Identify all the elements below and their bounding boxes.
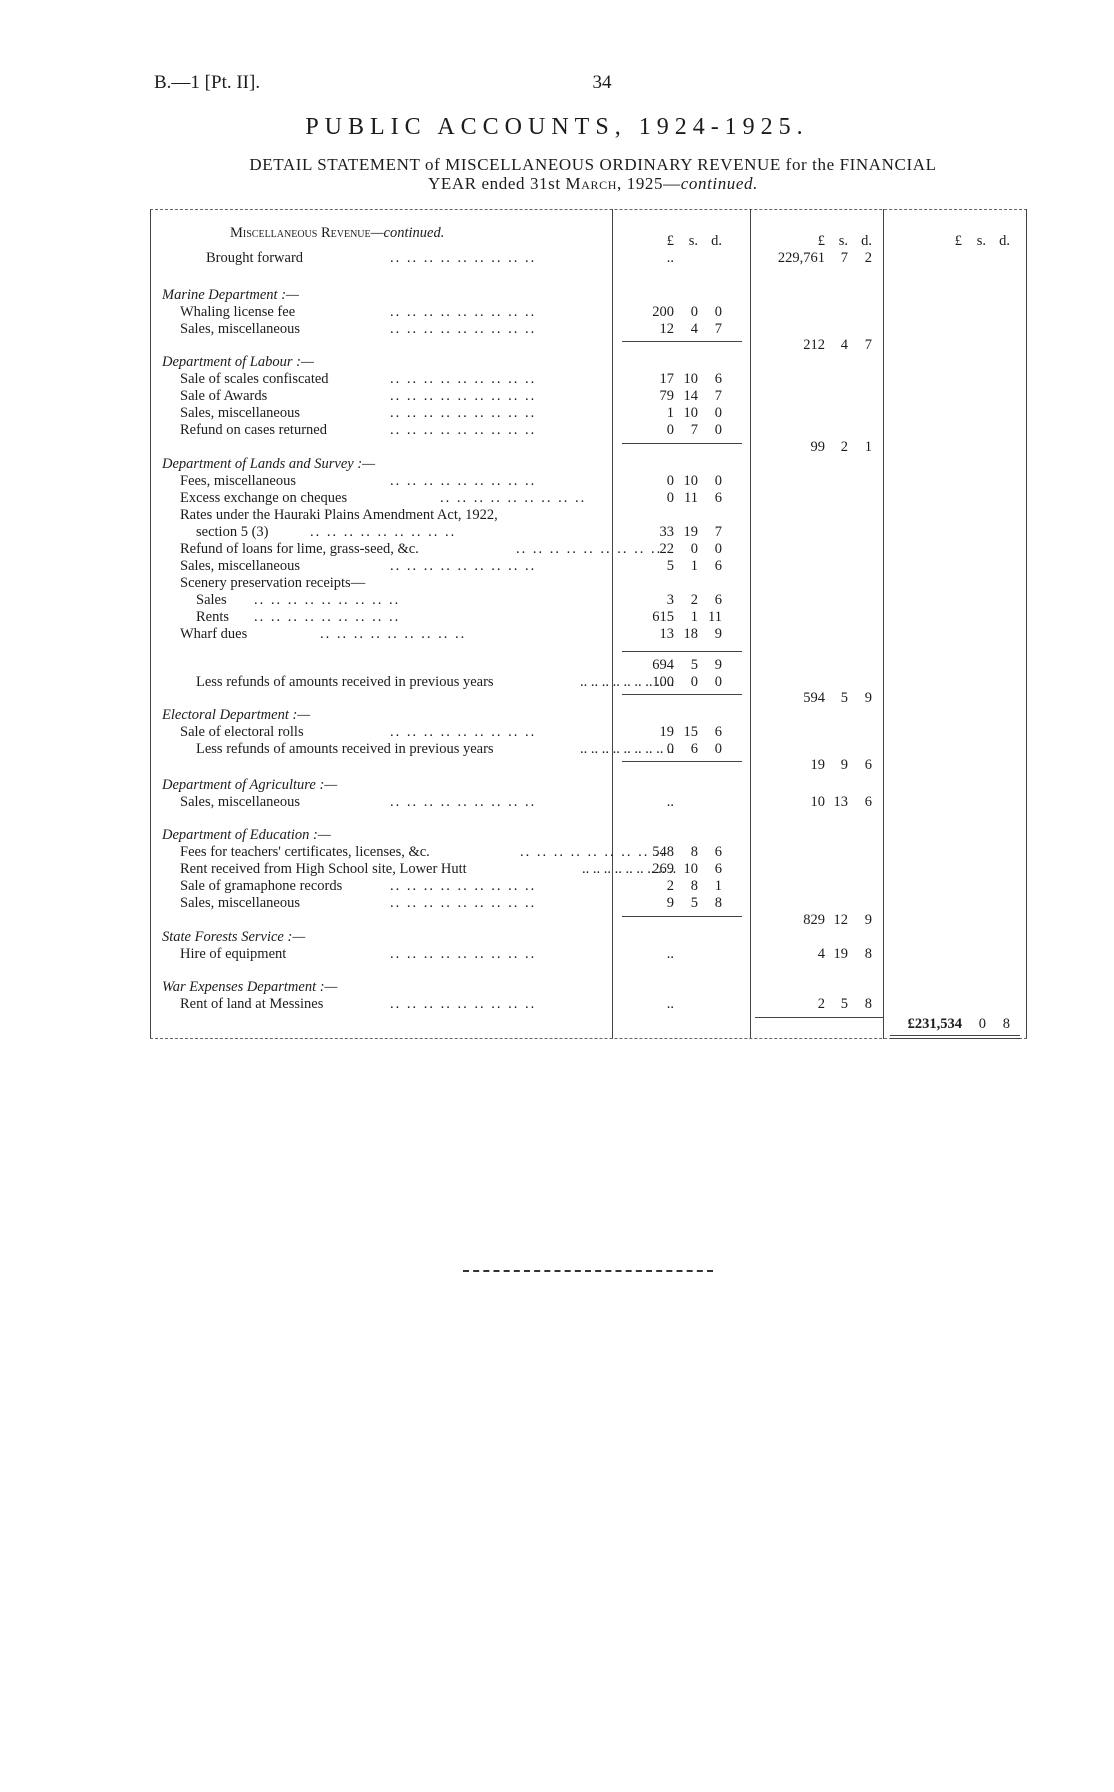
table-row (150, 473, 1027, 490)
heading-sc: Miscellaneous Revenue (230, 225, 371, 241)
row-amount: 9 (864, 912, 872, 928)
section-heading-forests (150, 929, 1027, 946)
leader-dots (390, 388, 536, 405)
section-heading-labour (150, 354, 1027, 371)
section-heading-marine (150, 287, 1027, 304)
subtitle-line-1: DETAIL STATEMENT of MISCELLANEOUS ORDINARY REVENUE for the FINANCIAL (249, 155, 937, 174)
row-amount: 7 (690, 422, 698, 438)
row-amount: 17 (659, 371, 674, 387)
row-amount: 15 (683, 724, 698, 740)
row-amount: 3 (666, 592, 674, 608)
row-amount: 9 (714, 657, 722, 673)
row-amount: 19 (833, 946, 848, 962)
subtitle-continued: continued. (680, 174, 759, 193)
row-label: Department of Labour :— (162, 354, 314, 370)
leader-dots (390, 405, 536, 422)
table-row (150, 878, 1027, 895)
leader-dots (390, 422, 536, 439)
row-amount: .. (666, 946, 674, 962)
col1-pound-head: £ (666, 233, 674, 249)
col2-shilling-head: s. (838, 233, 848, 249)
row-amount: 4 (817, 946, 825, 962)
row-amount: 1 (714, 878, 722, 894)
row-amount: 6 (690, 741, 698, 757)
grand-total-double-rule-2 (890, 1038, 1020, 1039)
row-label: Marine Department :— (162, 287, 299, 303)
section-subtotal-lands (150, 657, 1027, 674)
row-label: Less refunds of amounts received in previous years (196, 741, 494, 757)
row-amount: 0 (690, 674, 698, 690)
leader-dots (390, 473, 536, 490)
row-amount: 0 (666, 473, 674, 489)
section-total-lands (150, 690, 1027, 707)
section-total-labour (150, 439, 1027, 456)
col1-pence-head: d. (711, 233, 722, 249)
row-label: State Forests Service :— (162, 929, 306, 945)
row-amount: 11 (684, 490, 698, 506)
row-amount: 0 (714, 541, 722, 557)
row-amount: 79 (659, 388, 674, 404)
row-label: Sale of gramaphone records (180, 878, 343, 894)
row-amount: 8 (864, 946, 872, 962)
row-amount: 4 (690, 321, 698, 337)
row-amount: 548 (652, 844, 674, 860)
row-amount: 5 (666, 558, 674, 574)
table-row (150, 609, 1027, 626)
revenue-table (150, 209, 1027, 1039)
row-label: Fees, miscellaneous (180, 473, 296, 489)
row-amount: 6 (714, 861, 722, 877)
statement-subtitle (150, 155, 1036, 193)
col2-pence-head: d. (861, 233, 872, 249)
table-row (150, 895, 1027, 912)
section-total-education (150, 912, 1027, 929)
row-amount: 22 (659, 541, 674, 557)
table-row (150, 724, 1027, 741)
row-amount: 6 (714, 558, 722, 574)
row-amount: 0 (690, 304, 698, 320)
row-amount: 9 (714, 626, 722, 642)
subtitle-pre: YEAR ended 31st (427, 174, 566, 193)
leader-dots (390, 794, 536, 811)
row-amount: 0 (714, 473, 722, 489)
table-row (150, 575, 1027, 592)
row-label: Wharf dues (180, 626, 248, 642)
row-amount: .. (666, 794, 674, 810)
row-label: Sales, miscellaneous (180, 321, 301, 337)
leader-dots (390, 371, 536, 388)
row-amount: 19 (810, 757, 825, 773)
row-amount: 6 (714, 724, 722, 740)
table-row (150, 321, 1027, 338)
row-label: Department of Education :— (162, 827, 331, 843)
row-c2-pounds: 229,761 (777, 250, 825, 266)
row-amount: 5 (840, 996, 848, 1012)
row-amount: 10 (810, 794, 825, 810)
leader-dots (390, 895, 536, 912)
row-amount: 0 (714, 405, 722, 421)
row-label: War Expenses Department :— (162, 979, 338, 995)
leader-dots (254, 592, 400, 609)
leader-dots (390, 321, 536, 338)
column-heads (150, 233, 1027, 250)
row-amount: 13 (659, 626, 674, 642)
table-row (150, 946, 1027, 963)
row-amount: 5 (690, 657, 698, 673)
row-amount: 0 (690, 541, 698, 557)
row-label: section 5 (3) (196, 524, 269, 540)
page-title: PUBLIC ACCOUNTS, 1924-1925. (305, 114, 809, 140)
leader-dots (310, 524, 456, 541)
section-total-electoral (150, 757, 1027, 774)
row-c1-empty: .. (666, 250, 674, 266)
row-amount: 615 (652, 609, 674, 625)
row-amount: 6 (714, 371, 722, 387)
row-label: Sale of Awards (180, 388, 268, 404)
row-amount: 7 (714, 321, 722, 337)
subtotal-rule (622, 651, 742, 652)
leader-dots (390, 304, 536, 321)
leader-dots (390, 250, 536, 267)
row-c2-shillings: 7 (840, 250, 848, 266)
leader-dots (440, 490, 586, 507)
row-amount: 19 (659, 724, 674, 740)
row-label: Sale of scales confiscated (180, 371, 329, 387)
row-amount: 829 (803, 912, 825, 928)
table-row (150, 741, 1027, 758)
row-amount: 6 (714, 490, 722, 506)
row-label: Hire of equipment (180, 946, 287, 962)
row-amount: 2 (817, 996, 825, 1012)
row-amount: 6 (864, 794, 872, 810)
row-amount: 10 (683, 371, 698, 387)
row-amount: 0 (666, 490, 674, 506)
row-amount: 8 (690, 878, 698, 894)
leader-dots (390, 946, 536, 963)
table-row (150, 558, 1027, 575)
row-amount: 9 (864, 690, 872, 706)
row-label: Scenery preservation receipts— (180, 575, 366, 591)
row-amount: 4 (840, 337, 848, 353)
row-amount: 6 (714, 592, 722, 608)
row-amount: £231,534 (907, 1016, 962, 1032)
row-amount: 1 (690, 609, 698, 625)
row-amount: 8 (714, 895, 722, 911)
row-label: Sales, miscellaneous (180, 895, 301, 911)
table-row (150, 490, 1027, 507)
table-row (150, 674, 1027, 691)
heading-cont: —continued. (370, 225, 445, 241)
row-label: Sales, miscellaneous (180, 405, 301, 421)
row-amount: 694 (652, 657, 674, 673)
table-row (150, 626, 1027, 643)
row-amount: 269 (652, 861, 674, 877)
row-amount: 10 (683, 473, 698, 489)
table-row (150, 996, 1027, 1013)
brought-forward-row (150, 250, 1027, 267)
row-amount: 99 (810, 439, 825, 455)
row-amount: 6 (864, 757, 872, 773)
row-amount: 9 (666, 895, 674, 911)
row-amount: 0 (978, 1016, 986, 1032)
row-label: Excess exchange on cheques (180, 490, 348, 506)
row-amount: 2 (666, 878, 674, 894)
leader-dots (390, 724, 536, 741)
row-amount: 9 (840, 757, 848, 773)
row-amount: 2 (840, 439, 848, 455)
row-amount: 19 (683, 524, 698, 540)
leader-dots (320, 626, 466, 643)
grand-total-double-rule-1 (890, 1035, 1020, 1036)
row-amount: 0 (714, 741, 722, 757)
table-top-rule (150, 209, 1027, 210)
row-amount: 18 (683, 626, 698, 642)
section-heading-electoral (150, 707, 1027, 724)
row-label: Rents (196, 609, 230, 625)
row-amount: 1 (864, 439, 872, 455)
row-label: Rent received from High School site, Lower Hutt (180, 861, 467, 877)
row-label: Fees for teachers' certificates, licenses, &c. (180, 844, 430, 860)
row-amount: 2 (690, 592, 698, 608)
row-amount: 0 (714, 422, 722, 438)
row-amount: 0 (714, 674, 722, 690)
row-label: Sales (196, 592, 227, 608)
row-label: Whaling license fee (180, 304, 296, 320)
row-amount: 212 (803, 337, 825, 353)
row-amount: 10 (683, 861, 698, 877)
row-label: Department of Lands and Survey :— (162, 456, 376, 472)
table-row (150, 371, 1027, 388)
col3-pence-head: d. (999, 233, 1010, 249)
row-label: Sales, miscellaneous (180, 794, 301, 810)
row-amount: 33 (659, 524, 674, 540)
row-label: Department of Agriculture :— (162, 777, 338, 793)
table-row (150, 844, 1027, 861)
row-amount: 5 (840, 690, 848, 706)
row-label: Rent of land at Messines (180, 996, 324, 1012)
row-label: Sale of electoral rolls (180, 724, 304, 740)
table-row (150, 405, 1027, 422)
row-amount: 0 (666, 422, 674, 438)
row-amount: 200 (652, 304, 674, 320)
grand-total-row (150, 1016, 1027, 1033)
row-amount: 5 (690, 895, 698, 911)
row-amount: 8 (864, 996, 872, 1012)
subtitle-year: , 1925— (617, 174, 681, 193)
row-amount: 13 (833, 794, 848, 810)
table-row (150, 304, 1027, 321)
section-heading-lands (150, 456, 1027, 473)
table-row (150, 861, 1027, 878)
row-amount: 8 (690, 844, 698, 860)
row-amount: 0 (714, 304, 722, 320)
table-row (150, 592, 1027, 609)
table-row (150, 541, 1027, 558)
row-label: Sales, miscellaneous (180, 558, 301, 574)
section-heading-agriculture (150, 777, 1027, 794)
row-amount: 6 (714, 844, 722, 860)
row-label: Less refunds of amounts received in previous years (196, 674, 494, 690)
subtitle-line-2 (150, 174, 1036, 193)
row-label: Rates under the Hauraki Plains Amendment Act, 1922, (180, 507, 498, 523)
section-heading-war (150, 979, 1027, 996)
row-amount: 14 (683, 388, 698, 404)
table-row (150, 388, 1027, 405)
table-row (150, 794, 1027, 811)
leader-dots (254, 609, 400, 626)
header-code: B.—1 [Pt. II]. (154, 72, 261, 93)
leader-dots (390, 558, 536, 575)
section-total-marine (150, 337, 1027, 354)
table-row (150, 524, 1027, 541)
row-amount: 100 (652, 674, 674, 690)
end-divider (463, 1270, 713, 1272)
row-amount: 7 (714, 524, 722, 540)
row-amount: 10 (683, 405, 698, 421)
row-amount: 12 (659, 321, 674, 337)
col3-shilling-head: s. (976, 233, 986, 249)
page-number: 34 (592, 72, 612, 93)
row-label: Refund of loans for lime, grass-seed, &c. (180, 541, 419, 557)
leader-dots (390, 996, 536, 1013)
section-heading-education (150, 827, 1027, 844)
row-amount: 11 (708, 609, 722, 625)
leader-dots (390, 878, 536, 895)
row-amount: 594 (803, 690, 825, 706)
row-amount: 7 (714, 388, 722, 404)
col2-pound-head: £ (817, 233, 825, 249)
table-row (150, 422, 1027, 439)
row-c2-pence: 2 (864, 250, 872, 266)
row-label: Brought forward (206, 250, 304, 266)
row-label: Electoral Department :— (162, 707, 311, 723)
col3-pound-head: £ (954, 233, 962, 249)
row-amount: 12 (833, 912, 848, 928)
subtitle-month: March (565, 174, 618, 193)
row-amount: 0 (666, 741, 674, 757)
row-label: Refund on cases returned (180, 422, 327, 438)
row-amount: 8 (1002, 1016, 1010, 1032)
row-amount: 7 (864, 337, 872, 353)
row-amount: 1 (666, 405, 674, 421)
row-amount: 1 (690, 558, 698, 574)
table-row (150, 507, 1027, 524)
row-amount: .. (666, 996, 674, 1012)
col1-shilling-head: s. (688, 233, 698, 249)
